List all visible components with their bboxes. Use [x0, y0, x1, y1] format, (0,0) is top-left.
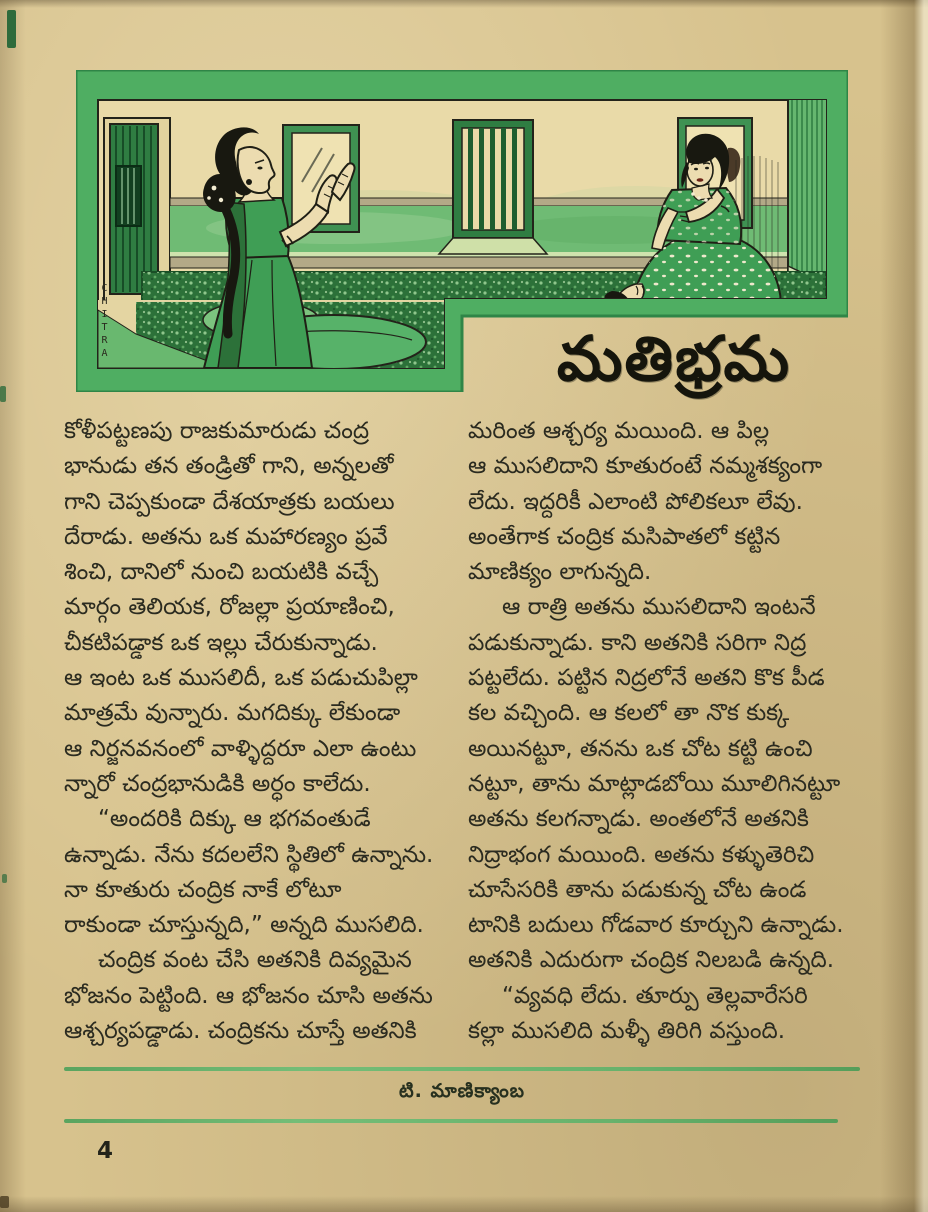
footer-rule-bottom	[64, 1119, 838, 1123]
story-title: మతిభ్రమ	[556, 322, 792, 395]
text-line: ఆ నిర్జనవనంలో వాళ్ళిద్దరూ ఎలా ఉంటు	[64, 735, 417, 762]
text-line: మరింత ఆశ్చర్య మయింది. ఆ పిల్ల	[468, 418, 770, 444]
text-line: లేదు. ఇద్దరికీ ఎలాంటి పోలికలూ లేవు.	[468, 488, 803, 515]
print-artifact	[0, 1196, 9, 1208]
text-line: న్నారో చంద్రభానుడికి అర్ధం కాలేదు.	[64, 770, 371, 797]
text-line: “అందరికి దిక్కు ఆ భగవంతుడే	[98, 806, 371, 833]
text-line: భానుడు తన తండ్రితో గాని, అన్నలతో	[64, 453, 394, 480]
text-line: ఆ ఇంట ఒక ముసలిదీ, ఒక పడుచుపిల్లా	[64, 665, 418, 692]
artist-signature: CHITRA	[99, 283, 110, 361]
text-line: అయినట్టూ, తనను ఒక చోట కట్టి ఉంచి	[468, 735, 813, 762]
text-line: మార్గం తెలియక, రోజల్లా ప్రయాణించి,	[64, 594, 395, 621]
print-artifact	[7, 10, 16, 48]
text-line: ఉన్నాడు. నేను కదలలేని స్థితిలో ఉన్నాను.	[64, 841, 434, 868]
text-line: ఆశ్చర్యపడ్డాడు. చంద్రికను చూస్తే అతనికి	[64, 1018, 417, 1045]
text-line: మాత్రమే వున్నారు. మగదిక్కు లేకుండా	[64, 700, 401, 727]
text-line: నట్టూ, తాను మాట్లాడబోయి మూలిగినట్టూ	[468, 770, 841, 797]
text-line: ఆ రాత్రి అతను ముసలిదాని ఇంటనే	[502, 594, 816, 621]
text-line: ఆ ముసలిదాని కూతురంటే నమ్మశక్యంగా	[468, 453, 823, 480]
text-line: అతనికి ఎదురుగా చంద్రిక నిలబడి ఉన్నది.	[468, 947, 835, 974]
text-line: అతను కలగన్నాడు. అంతలోనే అతనికి	[468, 806, 809, 833]
body-text-right-column	[468, 414, 870, 1049]
text-line: పడుకున్నాడు. కాని అతనికి సరిగా నిద్ర	[468, 629, 807, 656]
text-line: భోజనం పెట్టింది. ఆ భోజనం చూసి అతను	[64, 982, 433, 1009]
text-line: కల వచ్చింది. ఆ కలలో తా నొక కుక్క	[468, 700, 790, 727]
body-text-left-column	[64, 414, 456, 1049]
window-barred	[439, 120, 547, 254]
text-line: పట్టలేదు. పట్టిన నిద్రలోనే అతని కొక పీడ	[468, 665, 825, 692]
print-artifact	[2, 874, 7, 883]
text-line: నిద్రాభంగ మయింది. అతను కళ్ళుతెరిచి	[468, 841, 815, 868]
print-artifact	[0, 386, 6, 402]
text-line: శించి, దానిలో నుంచి బయటికి వచ్చే	[64, 559, 379, 586]
text-line: గాని చెప్పకుండా దేశయాత్రకు బయలు	[64, 488, 395, 515]
text-line: టానికి బదులు గోడవార కూర్చుని ఉన్నాడు.	[468, 912, 844, 939]
text-line: చూసేసరికి తాను పడుకున్న చోట ఉండ	[468, 876, 807, 903]
text-line: చంద్రిక వంట చేసి అతనికి దివ్యమైన	[98, 947, 412, 974]
text-line: నా కూతురు చంద్రిక నాకే లోటూ	[64, 876, 342, 903]
page-number: 4	[97, 1138, 114, 1164]
author-byline: టి. మాణిక్యాంబ	[398, 1080, 526, 1102]
text-line: కల్లా ముసలిది మళ్ళీ తిరిగి వస్తుంది.	[468, 1018, 786, 1045]
text-line: మాణిక్యం లాగున్నది.	[468, 559, 652, 586]
text-line: చీకటిపడ్డాక ఒక ఇల్లు చేరుకున్నాడు.	[64, 629, 378, 656]
text-line: రాకుండా చూస్తున్నది,” అన్నది ముసలిది.	[64, 912, 424, 939]
text-line: దేరాడు. అతను ఒక మహారణ్యం ప్రవే	[64, 523, 388, 550]
text-line: కోళీపట్టణపు రాజకుమారుడు చంద్ర	[64, 418, 370, 444]
right-wall	[788, 100, 826, 300]
footer-rule-top	[64, 1067, 860, 1071]
text-line: అంతేగాక చంద్రిక మసిపాతలో కట్టిన	[468, 523, 781, 550]
text-line: “వ్యవధి లేదు. తూర్పు తెల్లవారేసరి	[502, 982, 808, 1009]
